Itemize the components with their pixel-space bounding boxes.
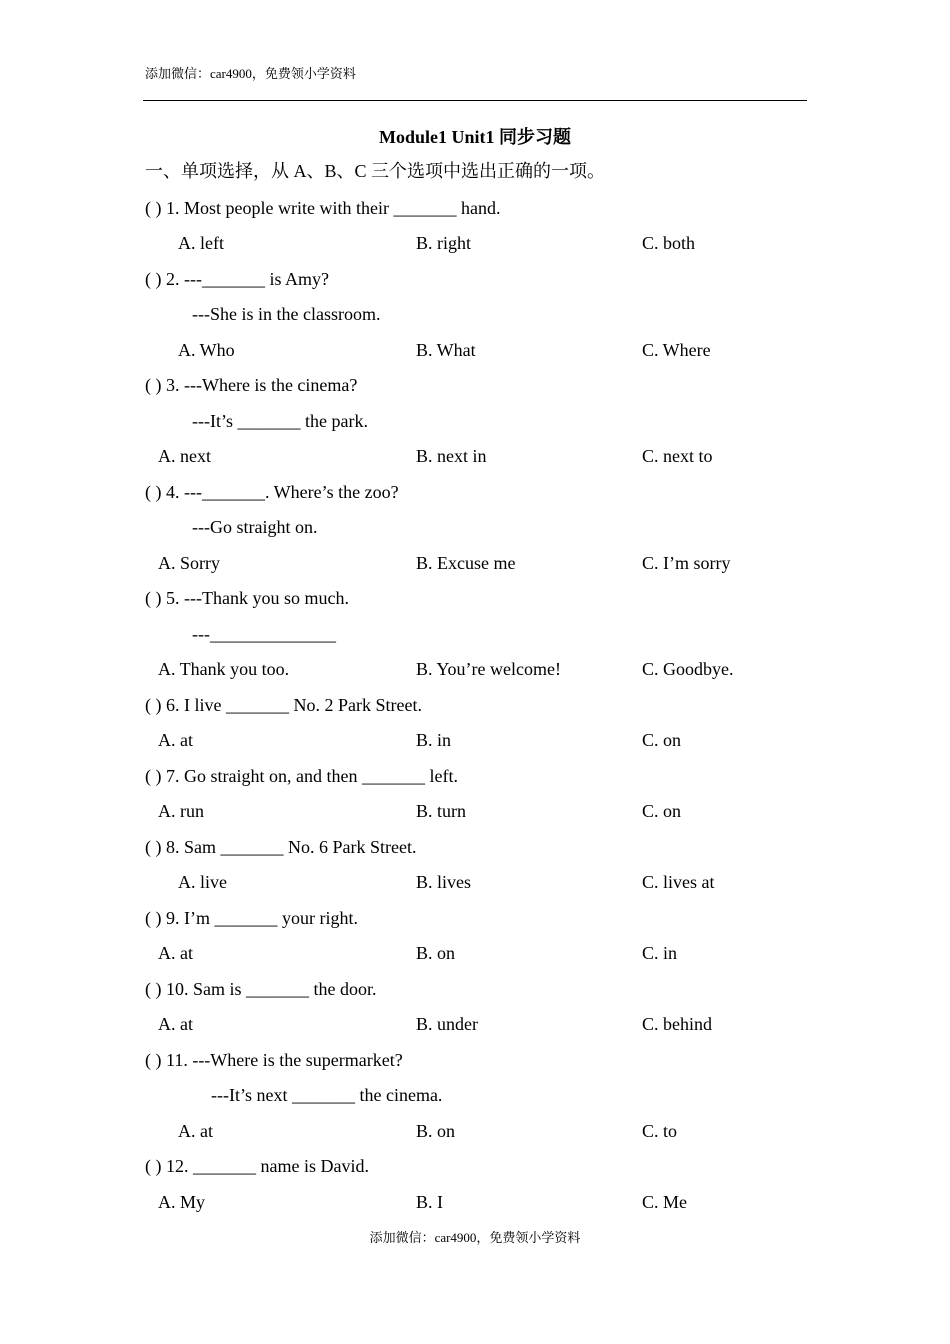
footer-note: 添加微信：car4900，免费领小学资料 bbox=[369, 1230, 581, 1245]
question-11-option-a[interactable]: A. at bbox=[178, 1121, 213, 1141]
question-6-option-b[interactable]: B. in bbox=[416, 730, 452, 750]
question-12-option-c[interactable]: C. Me bbox=[642, 1192, 687, 1212]
header-divider bbox=[143, 100, 807, 101]
header-note: 添加微信：car4900，免费领小学资料 bbox=[145, 66, 356, 81]
question-7-option-c[interactable]: C. on bbox=[642, 801, 682, 821]
question-10-option-c[interactable]: C. behind bbox=[642, 1014, 712, 1034]
question-2-option-a[interactable]: A. Who bbox=[178, 340, 235, 360]
question-9-option-c[interactable]: C. in bbox=[642, 943, 678, 963]
question-11-option-c[interactable]: C. to bbox=[642, 1121, 678, 1141]
question-12-option-a[interactable]: A. My bbox=[158, 1192, 206, 1212]
question-12-stem: ( ) 12. _______ name is David. bbox=[145, 1156, 369, 1176]
question-5-stem: ( ) 5. ---Thank you so much. bbox=[145, 588, 349, 608]
question-10-option-a[interactable]: A. at bbox=[158, 1014, 193, 1034]
question-7-option-a[interactable]: A. run bbox=[158, 801, 204, 821]
question-11-option-b[interactable]: B. on bbox=[416, 1121, 456, 1141]
question-4-stem: ( ) 4. ---_______. Where’s the zoo? bbox=[145, 482, 399, 502]
question-2-stem-reply: ---She is in the classroom. bbox=[192, 304, 381, 324]
question-4-option-a[interactable]: A. Sorry bbox=[158, 553, 220, 573]
question-2-option-b[interactable]: B. What bbox=[416, 340, 476, 360]
question-8-option-b[interactable]: B. lives bbox=[416, 872, 472, 892]
question-9-option-a[interactable]: A. at bbox=[158, 943, 193, 963]
question-4-option-c[interactable]: C. I’m sorry bbox=[642, 553, 731, 573]
page-title: Module1 Unit1 同步习题 bbox=[378, 127, 571, 147]
question-3-option-a[interactable]: A. next bbox=[158, 446, 211, 466]
question-8-option-c[interactable]: C. lives at bbox=[642, 872, 715, 892]
question-1-option-b[interactable]: B. right bbox=[416, 233, 472, 253]
question-9-stem: ( ) 9. I’m _______ your right. bbox=[145, 908, 358, 928]
question-7-stem: ( ) 7. Go straight on, and then _______ left. bbox=[145, 766, 458, 786]
question-2-option-c[interactable]: C. Where bbox=[642, 340, 711, 360]
question-10-stem: ( ) 10. Sam is _______ the door. bbox=[145, 979, 377, 999]
question-11-stem-reply: ---It’s next _______ the cinema. bbox=[211, 1085, 443, 1105]
question-9-option-b[interactable]: B. on bbox=[416, 943, 456, 963]
question-4-option-b[interactable]: B. Excuse me bbox=[416, 553, 516, 573]
question-8-option-a[interactable]: A. live bbox=[178, 872, 227, 892]
question-1-stem: ( ) 1. Most people write with their _______ hand. bbox=[145, 198, 501, 218]
question-10-option-b[interactable]: B. under bbox=[416, 1014, 478, 1034]
question-4-stem-reply: ---Go straight on. bbox=[192, 517, 318, 537]
question-6-stem: ( ) 6. I live _______ No. 2 Park Street. bbox=[145, 695, 422, 715]
question-5-option-c[interactable]: C. Goodbye. bbox=[642, 659, 734, 679]
question-6-option-a[interactable]: A. at bbox=[158, 730, 193, 750]
question-12-option-b[interactable]: B. I bbox=[416, 1192, 443, 1212]
question-3-option-c[interactable]: C. next to bbox=[642, 446, 713, 466]
question-5-stem-reply: ---______________ bbox=[192, 624, 336, 644]
question-1-option-c[interactable]: C. both bbox=[642, 233, 696, 253]
question-1-option-a[interactable]: A. left bbox=[178, 233, 224, 253]
question-6-option-c[interactable]: C. on bbox=[642, 730, 682, 750]
question-8-stem: ( ) 8. Sam _______ No. 6 Park Street. bbox=[145, 837, 417, 857]
question-7-option-b[interactable]: B. turn bbox=[416, 801, 467, 821]
question-3-stem: ( ) 3. ---Where is the cinema? bbox=[145, 375, 358, 395]
question-3-stem-reply: ---It’s _______ the park. bbox=[192, 411, 368, 431]
question-5-option-b[interactable]: B. You’re welcome! bbox=[416, 659, 561, 679]
question-2-stem: ( ) 2. ---_______ is Amy? bbox=[145, 269, 329, 289]
question-3-option-b[interactable]: B. next in bbox=[416, 446, 487, 466]
question-5-option-a[interactable]: A. Thank you too. bbox=[158, 659, 290, 679]
question-11-stem: ( ) 11. ---Where is the supermarket? bbox=[145, 1050, 403, 1070]
section-heading: 一、单项选择，从 A、B、C 三个选项中选出正确的一项。 bbox=[145, 161, 606, 181]
